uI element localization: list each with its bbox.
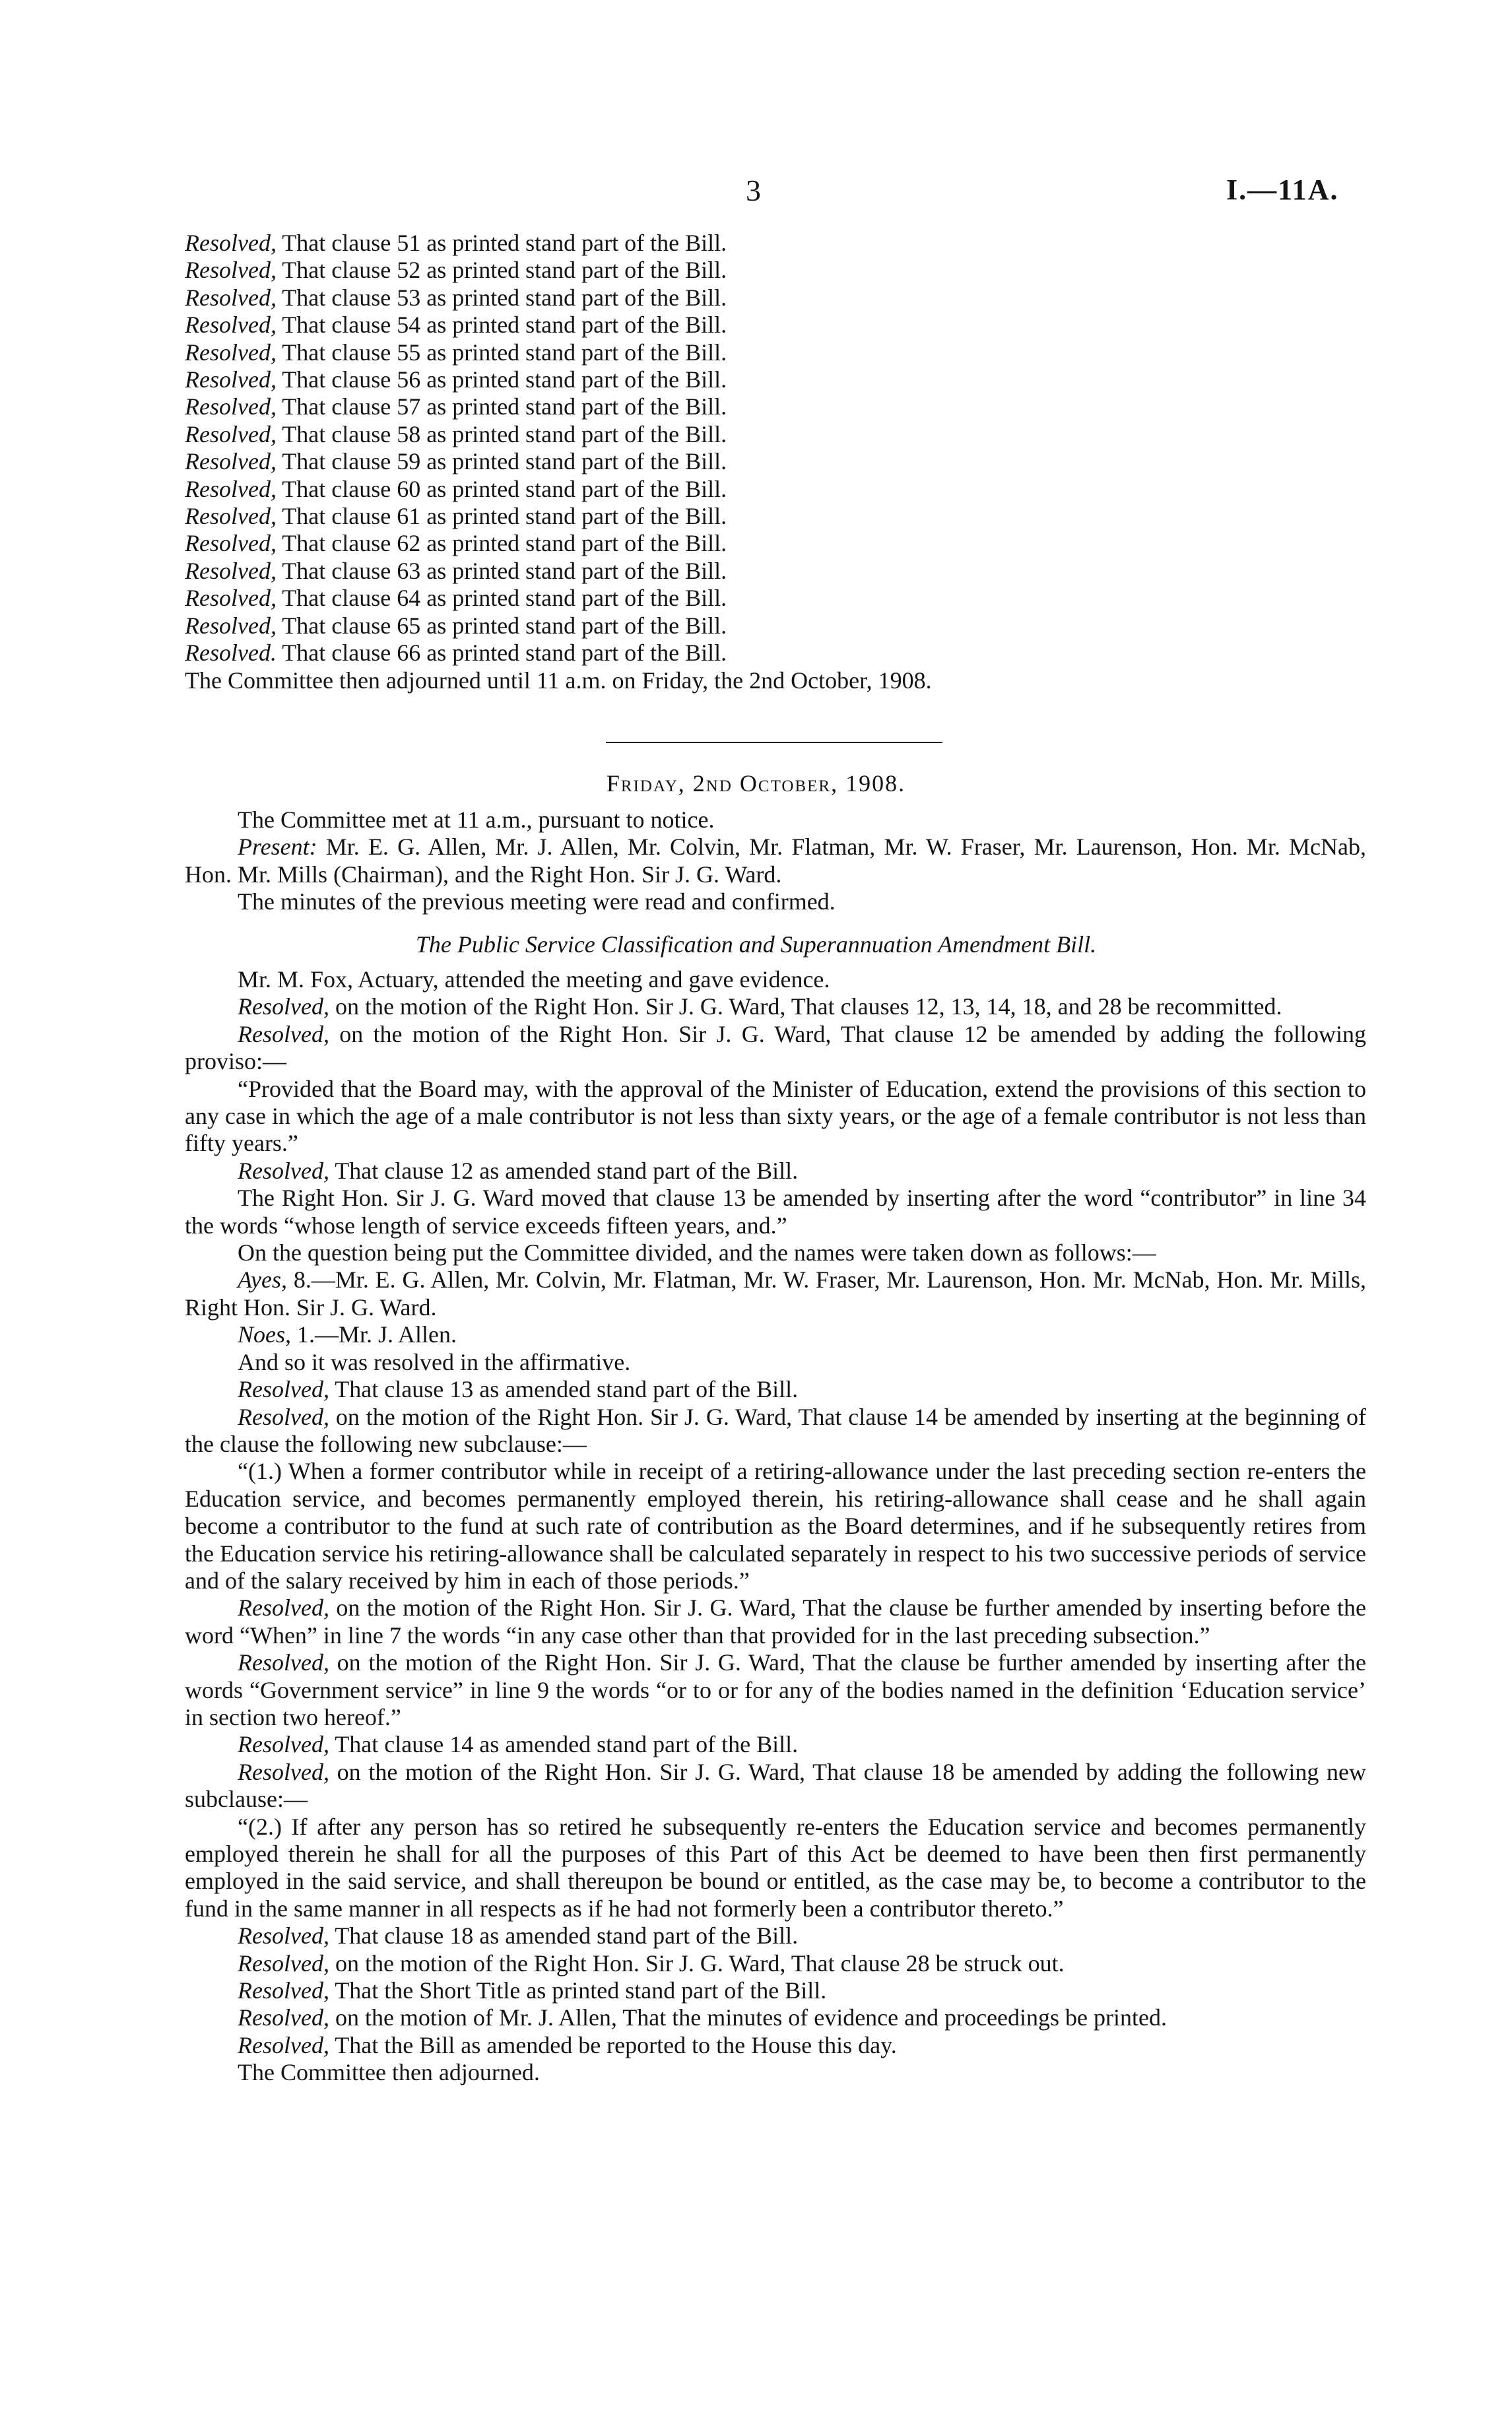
resolution-item xyxy=(185,284,1366,311)
resolution-item xyxy=(185,339,1366,366)
proceeding-paragraph xyxy=(185,1759,1366,1814)
proceeding-paragraph xyxy=(185,1321,1366,1348)
minutes-confirmed-line: The minutes of the previous meeting were read and confirmed. xyxy=(238,888,836,915)
resolution-text: That clause 63 as printed stand part of the Bill. xyxy=(282,557,727,584)
resolution-label: Resolved, xyxy=(185,366,277,393)
resolution-text: That clause 58 as printed stand part of the Bill. xyxy=(282,420,727,447)
resolution-item xyxy=(185,530,1366,557)
resolution-label: Resolved, xyxy=(185,475,277,502)
resolution-item xyxy=(185,503,1366,530)
paragraph-text: on the motion of the Right Hon. Sir J. G. Ward, That clause 12 be amended by adding the following proviso:— xyxy=(185,1020,1366,1075)
resolution-label: Resolved, xyxy=(185,612,277,639)
resolution-text: That clause 52 as printed stand part of the Bill. xyxy=(282,257,727,284)
resolution-label: Resolved, xyxy=(185,257,277,284)
resolution-text: That clause 54 as printed stand part of the Bill. xyxy=(282,311,727,339)
proceeding-paragraph xyxy=(185,1376,1366,1403)
proceeding-paragraph xyxy=(185,1922,1366,1949)
resolution-label: Resolved, xyxy=(185,557,277,584)
paragraph-text: on the motion of the Right Hon. Sir J. G. Ward, That the clause be further amended by inserting before the word “When” in line 7 the words “in any case other than that provided for in the last preceding subsection.” xyxy=(185,1594,1367,1649)
resolution-text: That clause 66 as printed stand part of the Bill. xyxy=(282,639,727,667)
resolution-label: Resolved, xyxy=(185,503,277,530)
proceeding-paragraph xyxy=(185,1731,1366,1758)
proceeding-paragraph xyxy=(185,1021,1366,1076)
proceeding-paragraph xyxy=(185,993,1366,1020)
paragraph-label: Resolved, xyxy=(238,1157,329,1184)
resolution-label: Resolved, xyxy=(185,585,277,612)
resolution-text: That clause 60 as printed stand part of the Bill. xyxy=(282,475,727,502)
resolution-text: That clause 53 as printed stand part of the Bill. xyxy=(282,284,727,311)
quoted-clause xyxy=(185,1814,1366,1923)
paragraph-text: on the motion of the Right Hon. Sir J. G. Ward, That clause 28 be struck out. xyxy=(335,1949,1065,1977)
present-label: Present: xyxy=(238,834,317,861)
paragraph-text: on the motion of Mr. J. Allen, That the minutes of evidence and proceedings be printed. xyxy=(335,2004,1167,2031)
resolution-item xyxy=(185,393,1366,420)
paragraph-text: That the Bill as amended be reported to the House this day. xyxy=(335,2031,897,2058)
paragraph-label: Resolved, xyxy=(238,1758,329,1785)
proceeding-paragraph xyxy=(185,1239,1366,1266)
paragraph-text: on the motion of the Right Hon. Sir J. G. Ward, That clause 18 be amended by adding the following new subclause:— xyxy=(185,1758,1367,1813)
present-members xyxy=(185,834,1366,888)
resolution-label: Resolved, xyxy=(185,420,277,447)
proceeding-paragraph xyxy=(185,1185,1366,1239)
section-divider xyxy=(606,742,942,743)
quoted-clause xyxy=(185,1458,1366,1594)
resolution-label: Resolved. xyxy=(185,639,277,667)
paragraph-label: Resolved, xyxy=(238,1020,329,1047)
adjournment-line: The Committee then adjourned until 11 a.m. on Friday, the 2nd October, 1908. xyxy=(185,667,932,694)
resolution-list xyxy=(185,230,1366,667)
resolution-text: That clause 55 as printed stand part of the Bill. xyxy=(282,339,727,366)
paragraph-text: “(1.) When a former contributor while in receipt of a retiring-allowance under the last preceding section re-enters the Education service, and becomes permanently employed therein, his retiring-allowance shall cease and he shall again become a contributor to the fund at such rate of contribution as the Board determines, and if he subsequently retires from the Education service his retiring-allowance shall be calculated separately in respect to his two successive periods of service and of the salary received by him in each of those periods.” xyxy=(185,1458,1366,1594)
resolution-label: Resolved, xyxy=(185,339,277,366)
proceeding-paragraph xyxy=(185,1977,1366,2004)
paragraph-label: Resolved, xyxy=(238,1594,329,1621)
proceeding-paragraph xyxy=(185,1649,1366,1731)
quoted-clause xyxy=(185,1076,1366,1158)
paragraph-text: That clause 14 as amended stand part of the Bill. xyxy=(335,1731,799,1758)
resolution-text: That clause 51 as printed stand part of the Bill. xyxy=(282,230,727,256)
resolution-item xyxy=(185,421,1366,448)
resolution-item xyxy=(185,476,1366,503)
proceeding-paragraph xyxy=(185,1158,1366,1185)
resolution-text: That clause 57 as printed stand part of the Bill. xyxy=(282,393,727,420)
bill-title: The Public Service Classification and Superannuation Amendment Bill. xyxy=(415,931,1097,958)
document-reference: I.—11A. xyxy=(1226,174,1339,206)
meeting-opening xyxy=(185,806,1366,916)
resolution-label: Resolved, xyxy=(185,530,277,557)
resolution-item xyxy=(185,311,1366,339)
paragraph-label: Resolved, xyxy=(238,1977,329,2004)
resolution-text: That clause 62 as printed stand part of the Bill. xyxy=(282,530,727,557)
proceeding-paragraph xyxy=(185,2032,1366,2059)
paragraph-label: Resolved, xyxy=(238,1403,329,1430)
proceeding-paragraph xyxy=(185,1404,1366,1458)
paragraph-text: And so it was resolved in the affirmative. xyxy=(238,1348,631,1375)
proceeding-paragraph xyxy=(185,2059,1366,2086)
paragraph-text: On the question being put the Committee divided, and the names were taken down as follows:— xyxy=(238,1239,1156,1266)
meeting-opened-line: The Committee met at 11 a.m., pursuant to notice. xyxy=(238,806,715,833)
resolution-label: Resolved, xyxy=(185,230,277,256)
proceeding-paragraph xyxy=(185,2004,1366,2031)
proceeding-paragraph xyxy=(185,1349,1366,1376)
paragraph-text: “Provided that the Board may, with the approval of the Minister of Education, extend the provisions of this section to any case in which the age of a male contributor is not less than sixty years, or the age of a female contributor is not less than fifty years.” xyxy=(185,1075,1366,1157)
paragraph-text: That clause 18 as amended stand part of the Bill. xyxy=(335,1922,799,1949)
paragraph-text: “(2.) If after any person has so retired he subsequently re-enters the Education service and becomes permanently employed therein he shall for all the purposes of this Part of this Act be deemed to have been then first permanently employed in the said service, and shall thereupon be bound or entitled, as the case may be, to become a contributor to the fund in the same manner in all respects as if he had not formerly been a contributor thereto.” xyxy=(185,1813,1366,1922)
paragraph-text: That clause 12 as amended stand part of the Bill. xyxy=(335,1157,799,1184)
resolution-text: That clause 56 as printed stand part of the Bill. xyxy=(282,366,727,393)
resolution-label: Resolved, xyxy=(185,393,277,420)
paragraph-label: Resolved, xyxy=(238,1949,329,1977)
resolution-item xyxy=(185,230,1366,257)
paragraph-label: Resolved, xyxy=(238,993,329,1020)
resolution-item xyxy=(185,448,1366,475)
resolution-item xyxy=(185,257,1366,284)
paragraph-label: Resolved, xyxy=(238,1376,329,1403)
present-list: Mr. E. G. Allen, Mr. J. Allen, Mr. Colvin, Mr. Flatman, Mr. W. Fraser, Mr. Laurenson, Hon. Mr. McNab, Hon. Mr. Mills (Chairman), and the Right Hon. Sir J. G. Ward. xyxy=(185,834,1366,888)
paragraph-text: Mr. M. Fox, Actuary, attended the meeting and gave evidence. xyxy=(238,966,830,993)
resolution-label: Resolved, xyxy=(185,284,277,311)
paragraph-label: Ayes, xyxy=(238,1266,287,1294)
paragraph-text: 1.—Mr. J. Allen. xyxy=(297,1321,457,1348)
resolution-text: That clause 61 as printed stand part of the Bill. xyxy=(282,503,727,530)
proceeding-paragraph xyxy=(185,966,1366,993)
paragraph-label: Resolved, xyxy=(238,2004,329,2031)
paragraph-label: Resolved, xyxy=(238,2031,329,2058)
resolution-item xyxy=(185,558,1366,585)
resolution-text: That clause 64 as printed stand part of the Bill. xyxy=(282,585,727,612)
paragraph-text: The Committee then adjourned. xyxy=(238,2059,540,2086)
proceeding-paragraph xyxy=(185,1950,1366,1977)
paragraph-label: Resolved, xyxy=(238,1731,329,1758)
resolution-label: Resolved, xyxy=(185,311,277,339)
paragraph-text: on the motion of the Right Hon. Sir J. G. Ward, That clauses 12, 13, 14, 18, and 28 be recommitted. xyxy=(335,993,1282,1020)
resolution-item xyxy=(185,366,1366,393)
resolution-item xyxy=(185,585,1366,612)
resolution-text: That clause 65 as printed stand part of the Bill. xyxy=(282,612,727,639)
resolutions-block xyxy=(185,230,1366,694)
paragraph-text: on the motion of the Right Hon. Sir J. G. Ward, That the clause be further amended by inserting after the words “Government service” in line 9 the words “or to or for any of the bodies named in the definition ‘Education service’ in section two hereof.” xyxy=(185,1649,1366,1730)
resolution-label: Resolved, xyxy=(185,448,277,475)
resolution-item xyxy=(185,612,1366,639)
resolution-text: That clause 59 as printed stand part of the Bill. xyxy=(282,448,727,475)
paragraph-text: 8.—Mr. E. G. Allen, Mr. Colvin, Mr. Flatman, Mr. W. Fraser, Mr. Laurenson, Hon. Mr. McNab, Hon. Mr. Mills, Right Hon. Sir J. G. Ward. xyxy=(185,1266,1367,1321)
paragraph-label: Noes, xyxy=(238,1321,291,1348)
meeting-date-heading: Friday, 2nd October, 1908. xyxy=(606,770,906,797)
page-number: 3 xyxy=(746,174,761,207)
paragraph-text: The Right Hon. Sir J. G. Ward moved that clause 13 be amended by inserting after the word “contributor” in line 34 the words “whose length of service exceeds fifteen years, and.” xyxy=(185,1185,1366,1239)
resolution-item xyxy=(185,639,1366,667)
paragraph-label: Resolved, xyxy=(238,1922,329,1949)
proceeding-paragraph xyxy=(185,1594,1366,1649)
paragraph-text: on the motion of the Right Hon. Sir J. G. Ward, That clause 14 be amended by inserting at the beginning of the clause the following new subclause:— xyxy=(185,1403,1366,1457)
paragraph-text: That the Short Title as printed stand part of the Bill. xyxy=(335,1977,827,2004)
paragraph-label: Resolved, xyxy=(238,1649,329,1676)
proceedings-list xyxy=(185,966,1366,2087)
proceeding-paragraph xyxy=(185,1266,1366,1321)
paragraph-text: That clause 13 as amended stand part of the Bill. xyxy=(335,1376,799,1403)
